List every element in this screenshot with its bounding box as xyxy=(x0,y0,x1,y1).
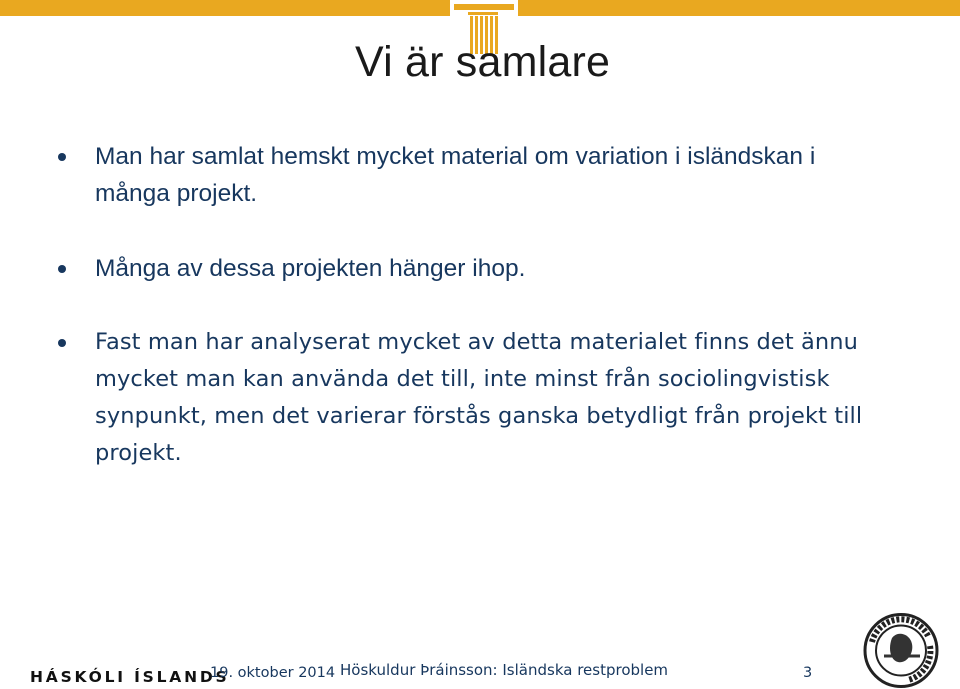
bullet-text: Många av dessa projekten hänger ihop. xyxy=(95,255,526,282)
footer-author: Höskuldur Þráinsson: Isländska restproblem xyxy=(340,661,669,679)
bullet-dot-icon xyxy=(58,153,66,161)
bullet-item xyxy=(95,324,895,472)
footer-date: 19. oktober 2014 xyxy=(210,665,336,681)
bullet-item xyxy=(95,138,895,212)
bullet-text: Fast man har analyserat mycket av detta materialet finns det ännu mycket man kan använda det till, inte minst från sociolingvistisk synpunkt, men det varierar förstås ganska betydligt från projekt till projekt. xyxy=(95,329,863,466)
university-seal-icon xyxy=(862,612,940,689)
page-number: 3 xyxy=(803,665,813,681)
bullet-text: Man har samlat hemskt mycket material om variation i isländskan i många projekt. xyxy=(95,143,816,207)
bullet-item xyxy=(95,250,895,287)
slide-title: Vi är samlare xyxy=(355,38,611,86)
bullet-dot-icon xyxy=(58,265,66,273)
bullet-dot-icon xyxy=(58,339,66,347)
footer-university-name: HÁSKÓLI ÍSLANDS xyxy=(30,668,230,686)
